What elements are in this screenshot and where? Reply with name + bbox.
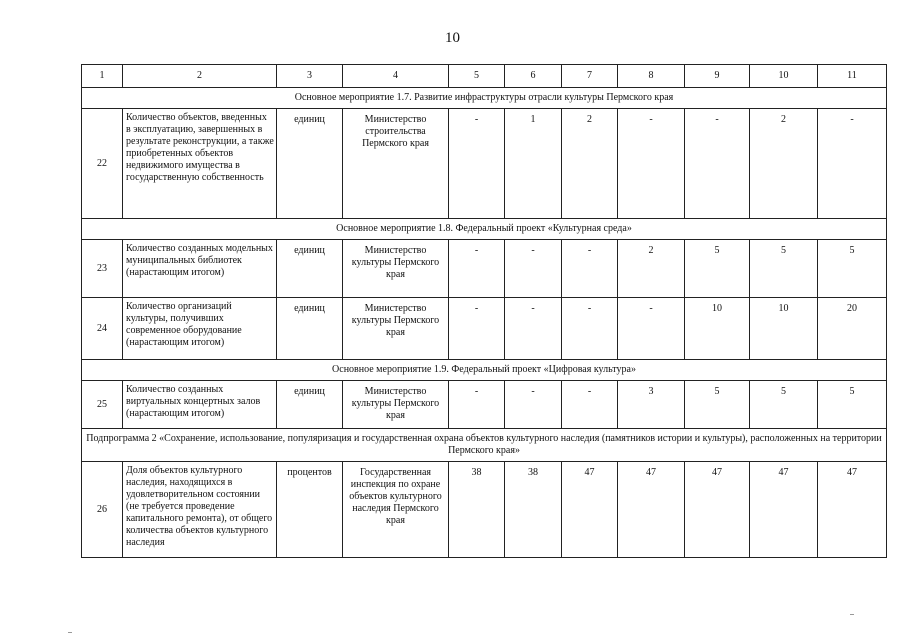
value-cell: - — [449, 240, 505, 298]
section-title: Основное мероприятие 1.9. Федеральный проект «Цифровая культура» — [82, 360, 887, 381]
value-cell: 5 — [685, 381, 750, 429]
value-cell: 2 — [618, 240, 685, 298]
organization-cell: Министерство строительства Пермского края — [343, 109, 449, 219]
value-cell: 47 — [818, 462, 887, 558]
scan-mark — [68, 632, 72, 633]
table-row — [82, 109, 887, 219]
organization-cell: Министерство культуры Пермского края — [343, 381, 449, 429]
row-number: 26 — [82, 462, 123, 558]
unit-cell: единиц — [277, 240, 343, 298]
organization-cell: Министерство культуры Пермского края — [343, 240, 449, 298]
column-header: 6 — [505, 65, 562, 88]
indicator-name: Количество организаций культуры, получивших современное оборудование (нарастающим итогом) — [123, 298, 277, 360]
column-header: 7 — [562, 65, 618, 88]
unit-cell: единиц — [277, 381, 343, 429]
table-row — [82, 381, 887, 429]
value-cell: - — [618, 298, 685, 360]
unit-cell: единиц — [277, 298, 343, 360]
value-cell: - — [449, 109, 505, 219]
unit-cell: процентов — [277, 462, 343, 558]
section-row — [82, 360, 887, 381]
column-header: 9 — [685, 65, 750, 88]
value-cell: 5 — [818, 381, 887, 429]
column-header: 4 — [343, 65, 449, 88]
page-number: 10 — [445, 30, 460, 46]
indicator-name: Доля объектов культурного наследия, находящихся в удовлетворительном состоянии (не требуется проведение капитального ремонта), от общего количества объектов культурного наследия — [123, 462, 277, 558]
table-row — [82, 298, 887, 360]
column-header: 11 — [818, 65, 887, 88]
organization-cell: Государственная инспекция по охране объектов культурного наследия Пермского края — [343, 462, 449, 558]
column-header: 1 — [82, 65, 123, 88]
value-cell: 2 — [562, 109, 618, 219]
row-number: 22 — [82, 109, 123, 219]
value-cell: - — [505, 240, 562, 298]
value-cell: 5 — [685, 240, 750, 298]
section-title: Основное мероприятие 1.8. Федеральный проект «Культурная среда» — [82, 219, 887, 240]
organization-cell: Министерство культуры Пермского края — [343, 298, 449, 360]
value-cell: 10 — [685, 298, 750, 360]
header-row — [82, 65, 887, 88]
value-cell: - — [618, 109, 685, 219]
value-cell: - — [562, 298, 618, 360]
table-row — [82, 462, 887, 558]
value-cell: - — [562, 240, 618, 298]
value-cell: 5 — [750, 240, 818, 298]
column-header: 10 — [750, 65, 818, 88]
value-cell: 10 — [750, 298, 818, 360]
value-cell: 5 — [750, 381, 818, 429]
value-cell: - — [685, 109, 750, 219]
value-cell: - — [562, 381, 618, 429]
value-cell: 38 — [449, 462, 505, 558]
section-row — [82, 219, 887, 240]
value-cell: 38 — [505, 462, 562, 558]
value-cell: 47 — [750, 462, 818, 558]
value-cell: 47 — [685, 462, 750, 558]
value-cell: - — [505, 381, 562, 429]
value-cell: - — [505, 298, 562, 360]
column-header: 3 — [277, 65, 343, 88]
value-cell: - — [818, 109, 887, 219]
indicator-name: Количество созданных модельных муниципальных библиотек (нарастающим итогом) — [123, 240, 277, 298]
indicators-table — [81, 64, 887, 558]
indicator-name: Количество созданных виртуальных концертных залов (нарастающим итогом) — [123, 381, 277, 429]
value-cell: 5 — [818, 240, 887, 298]
scan-mark — [850, 614, 854, 615]
row-number: 23 — [82, 240, 123, 298]
value-cell: 47 — [618, 462, 685, 558]
value-cell: 1 — [505, 109, 562, 219]
value-cell: 20 — [818, 298, 887, 360]
indicator-name: Количество объектов, введенных в эксплуатацию, завершенных в результате реконструкции, а также приобретенных объектов недвижимого имущества в государственную собственность — [123, 109, 277, 219]
section-row — [82, 429, 887, 462]
value-cell: 3 — [618, 381, 685, 429]
row-number: 25 — [82, 381, 123, 429]
row-number: 24 — [82, 298, 123, 360]
value-cell: - — [449, 298, 505, 360]
value-cell: 2 — [750, 109, 818, 219]
unit-cell: единиц — [277, 109, 343, 219]
value-cell: 47 — [562, 462, 618, 558]
column-header: 5 — [449, 65, 505, 88]
section-title: Основное мероприятие 1.7. Развитие инфраструктуры отрасли культуры Пермского края — [82, 88, 887, 109]
subprogram-title: Подпрограмма 2 «Сохранение, использование, популяризация и государственная охрана объектов культурного наследия (памятников истории и культуры), расположенных на территории Пермского края» — [82, 429, 887, 462]
table-row — [82, 240, 887, 298]
section-row — [82, 88, 887, 109]
value-cell: - — [449, 381, 505, 429]
column-header: 2 — [123, 65, 277, 88]
column-header: 8 — [618, 65, 685, 88]
